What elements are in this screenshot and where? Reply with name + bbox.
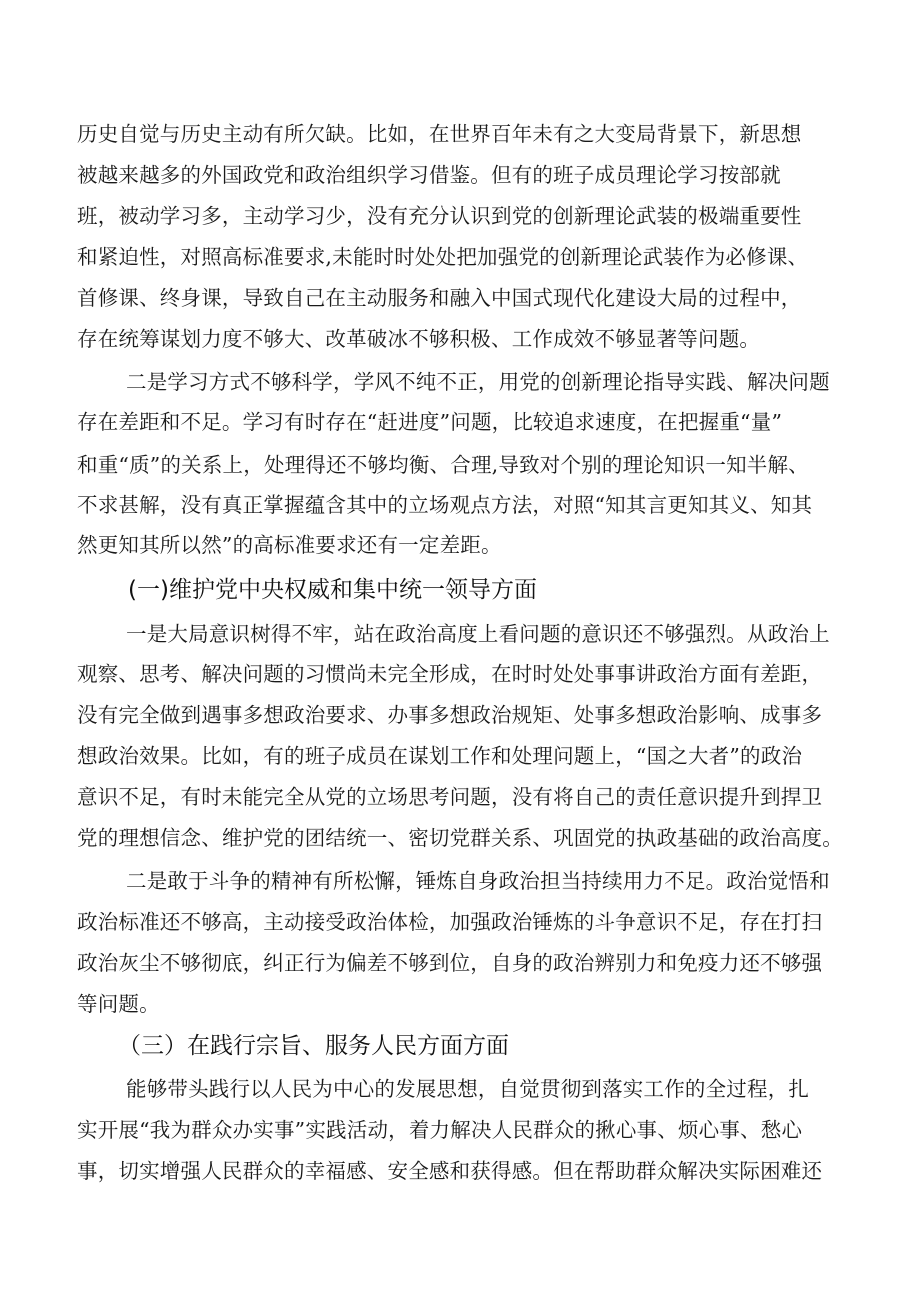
- text-line: 和重“质”的关系上，处理得还不够均衡、合理,导致对个别的理论知识一知半解、: [77, 453, 809, 477]
- text-line: 二是学习方式不够科学，学风不纯不正，用党的创新理论指导实践、解决问题: [126, 370, 830, 394]
- text-line: 党的理想信念、维护党的团结统一、密切党群关系、巩固党的执政基础的政治高度。: [77, 826, 843, 850]
- text-line: 被越来越多的外国政党和政治组织学习借鉴。但有的班子成员理论学习按部就: [77, 163, 781, 187]
- text-line: 等问题。: [77, 992, 160, 1016]
- text-line: 能够带头践行以人民为中心的发展思想，自觉贯彻到落实工作的全过程，扎: [126, 1077, 810, 1101]
- section-heading: (一)维护党中央权威和集中统一领导方面: [128, 577, 537, 603]
- text-line: 实开展“我为群众办实事”实践活动，着力解决人民群众的揪心事、烦心事、愁心: [77, 1118, 803, 1142]
- text-line: 存在差距和不足。学习有时存在“赶进度”问题，比较追求速度，在把握重“量”: [77, 410, 783, 434]
- text-line: 首修课、终身课，导致自己在主动服务和融入中国式现代化建设大局的过程中，: [77, 286, 802, 310]
- text-line: 和紧迫性，对照高标准要求,未能时时处处把加强党的创新理论武装作为必修课、: [77, 245, 809, 269]
- text-line: 意识不足，有时未能完全从党的立场思考问题，没有将自己的责任意识提升到捍卫: [77, 785, 823, 809]
- text-line: 存在统筹谋划力度不够大、改革破冰不够积极、工作成效不够显著等问题。: [77, 327, 761, 351]
- text-line: 二是敢于斗争的精神有所松懈，锤炼自身政治担当持续用力不足。政治觉悟和: [126, 869, 830, 893]
- text-line: 然更知其所以然”的高标准要求还有一定差距。: [77, 533, 502, 557]
- text-line: 想政治效果。比如，有的班子成员在谋划工作和处理问题上，“国之大者”的政治: [77, 744, 803, 768]
- text-line: 观察、思考、解决问题的习惯尚未完全形成，在时时处处事事讲政治方面有差距，: [77, 662, 823, 686]
- text-line: 没有完全做到遇事多想政治要求、办事多想政治规矩、处事多想政治影响、成事多: [77, 703, 823, 727]
- text-line: 政治灰尘不够彻底，纠正行为偏差不够到位，自身的政治辨别力和免疫力还不够强: [77, 951, 823, 975]
- text-line: 政治标准还不够高，主动接受政治体检，加强政治锤炼的斗争意识不足，存在打扫: [77, 910, 823, 934]
- text-line: 班，被动学习多，主动学习少，没有充分认识到党的创新理论武装的极端重要性: [77, 204, 802, 228]
- text-line: 一是大局意识树得不牢，站在政治高度上看问题的意识还不够强烈。从政治上: [126, 622, 830, 646]
- text-line: 事，切实增强人民群众的幸福感、安全感和获得感。但在帮助群众解决实际困难还: [77, 1159, 823, 1183]
- section-heading: （三）在践行宗旨、服务人民方面方面: [118, 1033, 509, 1059]
- text-line: 历史自觉与历史主动有所欠缺。比如，在世界百年未有之大变局背景下，新思想: [77, 122, 802, 146]
- text-line: 不求甚解，没有真正掌握蕴含其中的立场观点方法，对照“知其言更知其义、知其: [77, 493, 813, 517]
